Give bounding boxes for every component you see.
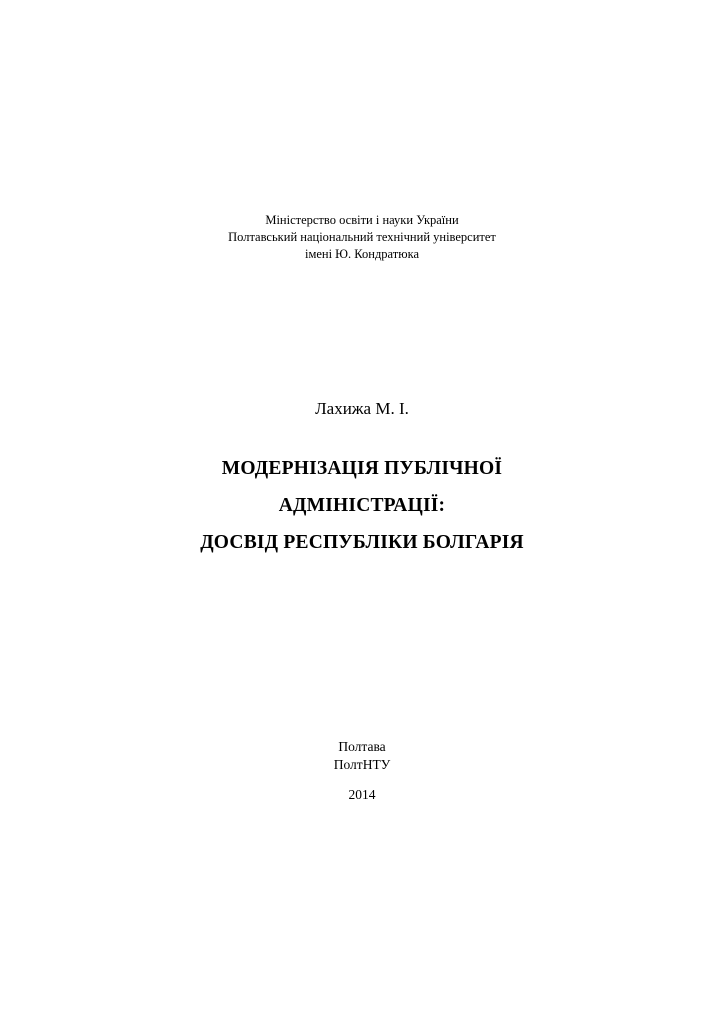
ministry-line-1: Міністерство освіти і науки України [265,213,459,227]
ministry-line-3: імені Ю. Кондратюка [304,247,420,261]
publication-year: 2014 [348,787,376,802]
author-name: Лахижа М. І. [315,399,409,418]
ministry-affiliation-block [0,212,724,263]
title-line-1: МОДЕРНІЗАЦІЯ ПУБЛІЧНОЇ [221,458,503,479]
ministry-line-2: Полтавський національний технічний університет [228,230,496,244]
book-title [0,450,724,561]
publication-city: Полтава [338,739,386,754]
publisher-name: ПолтНТУ [333,757,391,772]
title-line-2: АДМІНІСТРАЦІЇ: [278,495,446,516]
imprint-block [0,738,724,774]
title-line-3: ДОСВІД РЕСПУБЛІКИ БОЛГАРІЯ [200,532,524,553]
